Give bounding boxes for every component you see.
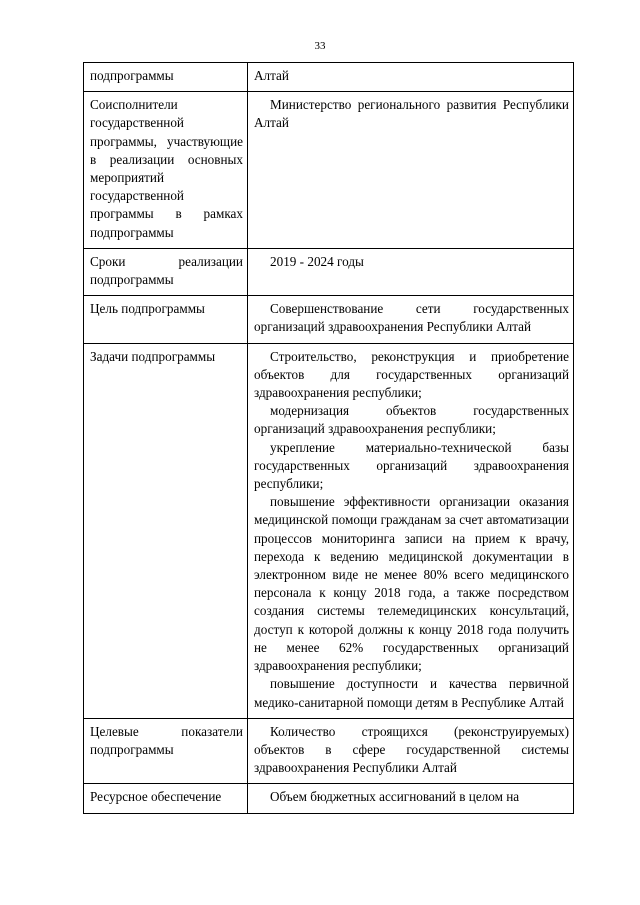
- row-value: [248, 248, 574, 295]
- subprogram-passport-table: [83, 62, 574, 814]
- value-paragraph: повышение доступности и качества первичной медико-санитарной помощи детям в Республике Алтай: [254, 676, 569, 710]
- row-value: [248, 343, 574, 718]
- table-row: [84, 248, 574, 295]
- value-paragraph: модернизация объектов государственных организаций здравоохранения республики;: [254, 403, 569, 437]
- row-label: подпрограммы: [84, 63, 248, 92]
- row-label: Цель подпрограммы: [84, 296, 248, 343]
- row-label: Соисполнители государственной программы, участвующие в реализации основных мероприятий государственной программы в рамках подпрограммы: [84, 92, 248, 249]
- table-row: [84, 92, 574, 249]
- value-paragraph: Алтай: [254, 68, 289, 83]
- row-value: [248, 718, 574, 784]
- page-number: 33: [314, 40, 326, 52]
- value-paragraph: укрепление материально-технической базы государственных организаций здравоохранения республики;: [254, 439, 569, 492]
- row-label: Целевые показатели подпрограммы: [84, 718, 248, 784]
- value-paragraph: 2019 - 2024 годы: [270, 253, 364, 269]
- table-row: [84, 343, 574, 718]
- table-row: [84, 63, 574, 92]
- table-row: [84, 718, 574, 784]
- table-row: [84, 784, 574, 813]
- value-paragraph: Количество строящихся (реконструируемых) объектов в сфере государственной системы здравоохранения Республики Алтай: [254, 723, 569, 776]
- row-value: [248, 63, 574, 92]
- value-paragraph: Министерство регионального развития Республики Алтай: [254, 97, 569, 131]
- table-row: [84, 296, 574, 343]
- value-paragraph: Совершенствование сети государственных организаций здравоохранения Республики Алтай: [254, 301, 569, 335]
- row-value: [248, 92, 574, 249]
- row-value: [248, 296, 574, 343]
- row-label: Сроки реализации подпрограммы: [84, 248, 248, 295]
- row-label: Задачи подпрограммы: [84, 343, 248, 718]
- row-label: Ресурсное обеспечение: [84, 784, 248, 813]
- row-value: [248, 784, 574, 813]
- value-paragraph: повышение эффективности организации оказания медицинской помощи гражданам за счет автоматизации процессов мониторинга записи на прием к врачу, перехода к ведению медицинской документации в электронном виде не менее 80% всего медицинского персонала к концу 2018 года, а также посредством создания системы телемедицинских консультаций, доступ к которой должны к концу 2018 года получить не менее 62% государственных организаций здравоохранения республики;: [254, 494, 569, 674]
- value-paragraph: Объем бюджетных ассигнований в целом на: [270, 789, 520, 805]
- value-paragraph: Строительство, реконструкция и приобретение объектов для государственных организаций здравоохранения республики;: [254, 348, 569, 401]
